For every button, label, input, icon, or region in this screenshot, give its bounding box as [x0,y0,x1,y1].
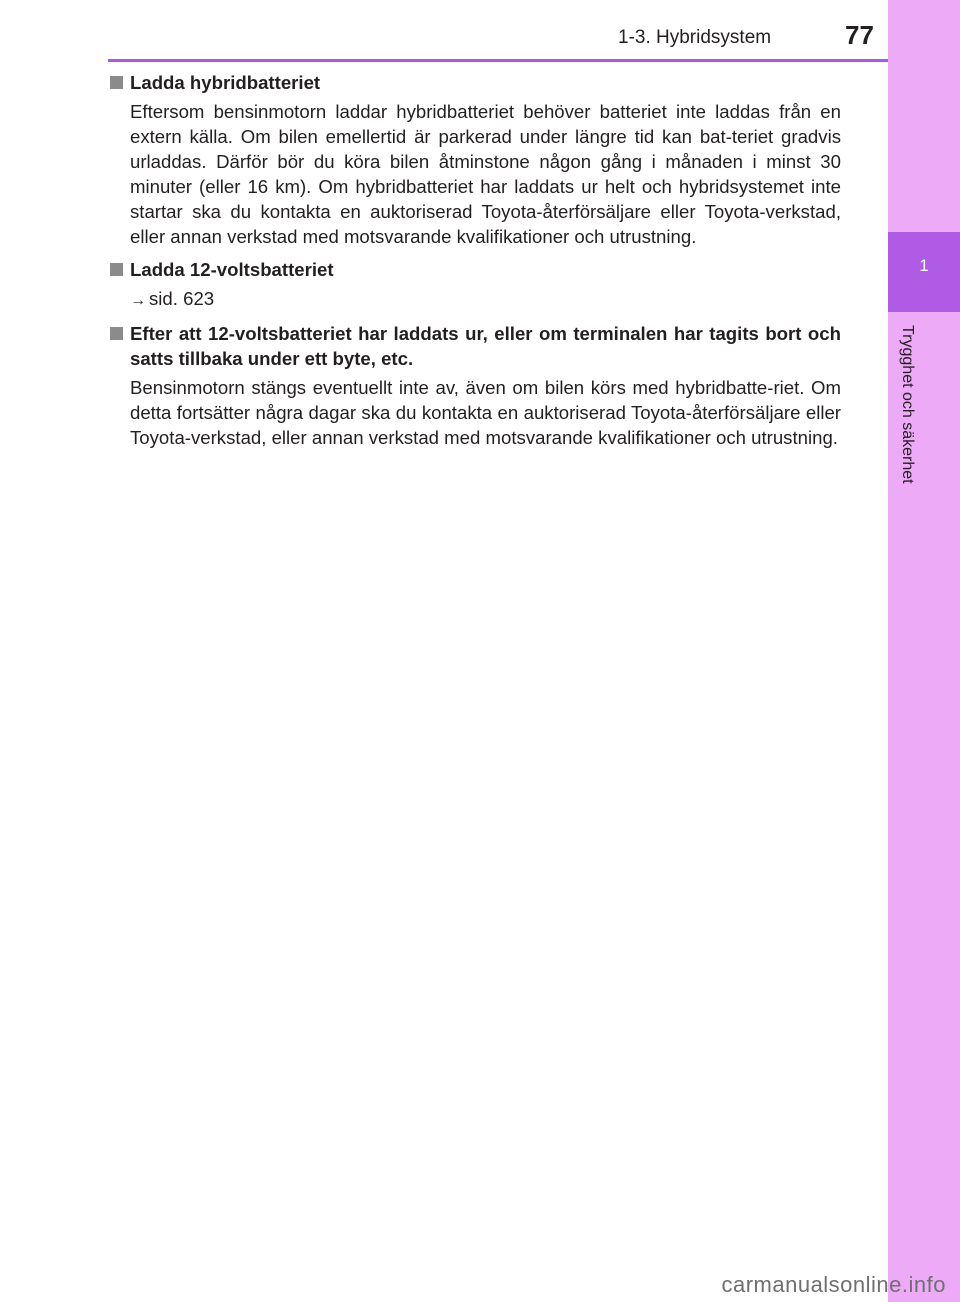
section-charge-12v-battery [108,257,841,313]
section-heading [108,70,841,95]
section-heading-text: Ladda 12-voltsbatteriet [130,259,334,280]
section-body: Eftersom bensinmotorn laddar hybridbatteriet behöver batteriet inte laddas från en extern källa. Om bilen emellertid är parkerad under längre tid kan bat-teriet gradvis urladdas. Därför bör du köra bilen åtminstone någon gång i månaden i minst 30 minuter (eller 16 km). Om hybridbatteriet har laddats ur helt och hybridsystemet inte startar ska du kontakta en auktoriserad Toyota-återförsäljare eller Toyota-verkstad, eller annan verkstad med motsvarande kvalifikationer och utrustning. [130,101,841,247]
section-heading-text: Efter att 12-voltsbatteriet har laddats ur, eller om terminalen har tagits bort och satts tillbaka under ett byte, etc. [130,323,841,369]
section-after-12v-discharge [108,321,841,450]
page-reference-text: sid. 623 [149,288,215,309]
chapter-number: 1 [919,256,929,275]
square-bullet-icon [110,76,123,89]
watermark: carmanualsonline.info [721,1272,946,1297]
page-reference[interactable] [108,286,841,313]
square-bullet-icon [110,263,123,276]
section-charge-hybrid-battery [108,70,841,249]
square-bullet-icon [110,327,123,340]
arrow-right-icon: → [130,292,146,309]
chapter-title: Trygghet och säkerhet [899,325,916,484]
section-heading [108,257,841,282]
section-body: Bensinmotorn stängs eventuellt inte av, även om bilen körs med hybridbatte-riet. Om detta fortsätter några dagar ska du kontakta en auktoriserad Toyota-återförsäljare eller Toyota-verkstad, eller annan verkstad med motsvarande kvalifikationer och utrustning. [130,377,841,448]
page-content [108,70,841,458]
chapter-side-tab [888,0,960,1302]
section-heading-text: Ladda hybridbatteriet [130,72,321,93]
header-rule [108,59,888,62]
section-heading [108,321,841,371]
section-title: 1-3. Hybridsystem [618,27,772,48]
page-number: 77 [845,20,874,50]
